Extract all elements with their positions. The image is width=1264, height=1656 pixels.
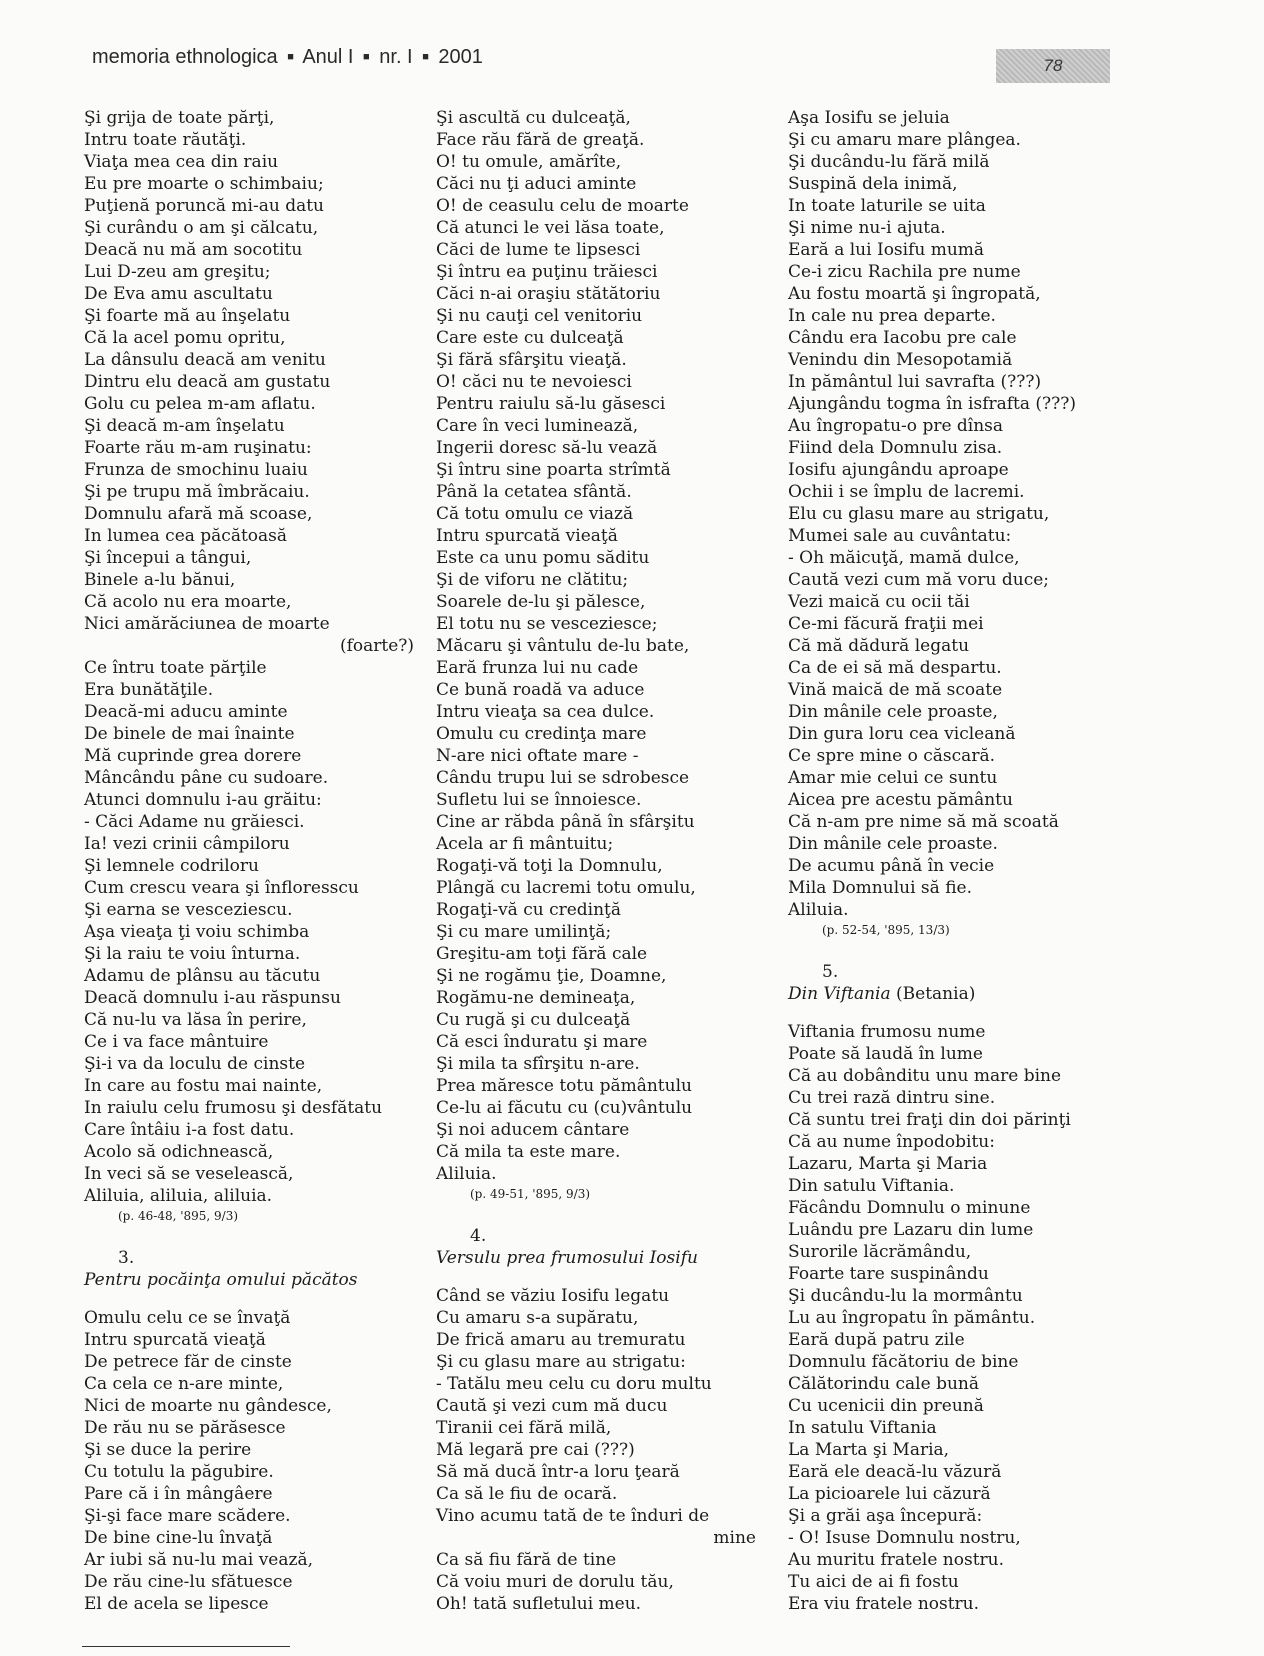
verse-line: Că voiu muri de dorulu tău, <box>436 1572 674 1592</box>
verse-line: Dintru elu deacă am gustatu <box>84 372 331 392</box>
verse-line: Şi ducându-lu la mormântu <box>788 1286 1023 1306</box>
verse-line: Atunci domnulu i-au grăitu: <box>84 790 322 810</box>
verse-line: Cu totulu la păgubire. <box>84 1462 274 1482</box>
verse-line: Şi-i va da loculu de cinste <box>84 1054 306 1074</box>
verse-line: Aşa Iosifu se jeluia <box>788 108 950 128</box>
verse-line: Care este cu dulceaţă <box>436 328 624 348</box>
verse-line: Cu rugă şi cu dulceaţă <box>436 1010 631 1030</box>
verse-line: Care în veci luminează, <box>436 416 639 436</box>
verse-line: Adamu de plânsu au tăcutu <box>84 966 321 986</box>
verse-line: Nici de moarte nu gândesce, <box>84 1396 332 1416</box>
verse-line: Din mânile cele proaste, <box>788 702 998 722</box>
verse-line: De frică amaru au tremuratu <box>436 1330 686 1350</box>
verse-line: Intru spurcată vieaţă <box>436 526 618 546</box>
verse-line: Că n-am pre nime să mă scoată <box>788 812 1059 832</box>
poem-5-lines <box>788 1021 1118 1615</box>
verse-line: Şi cu glasu mare au strigatu: <box>436 1352 686 1372</box>
section-number: 4. <box>470 1226 487 1246</box>
verse-line: Pentru raiulu să-lu găsesci <box>436 394 666 414</box>
verse-line: Frunza de smochinu luaiu <box>84 460 308 480</box>
verse-line: Eară după patru zile <box>788 1330 965 1350</box>
section-title-note: (Betania) <box>896 984 976 1004</box>
verse-line: Amar mie celui ce suntu <box>788 768 998 788</box>
citation: (p. 49-51, '895, 9/3) <box>470 1187 591 1201</box>
verse-line: Rogaţi-vă toţi la Domnulu, <box>436 856 663 876</box>
verse-line: Fiind dela Domnulu zisa. <box>788 438 1003 458</box>
verse-line: Şi foarte mă au înşelatu <box>84 306 291 326</box>
verse-line: Eu pre moarte o schimbaiu; <box>84 174 324 194</box>
verse-line: Eară a lui Iosifu mumă <box>788 240 985 260</box>
verse-line: Aliluia. <box>788 900 849 920</box>
verse-line: Să mă ducă într-a loru ţeară <box>436 1462 680 1482</box>
verse-line: Şi mila ta sfîrşitu n-are. <box>436 1054 640 1074</box>
verse-line: Şi cu amaru mare plângea. <box>788 130 1021 150</box>
journal-title: memoria ethnologica <box>92 46 278 68</box>
verse-line: - Căci Adame nu grăiesci. <box>84 812 305 832</box>
verse-line: El de acela se lipesce <box>84 1594 269 1614</box>
verse-line: Şi ne rogămu ţie, Doamne, <box>436 966 667 986</box>
verse-line: Soarele de-lu şi pălesce, <box>436 592 646 612</box>
verse-line: Până la cetatea sfântă. <box>436 482 632 502</box>
verse-line: Vină maică de mă scoate <box>788 680 1003 700</box>
verse-line: Ce întru toate părţile <box>84 658 267 678</box>
year-label: Anul I <box>302 46 354 68</box>
citation: (p. 52-54, '895, 13/3) <box>822 923 950 937</box>
editor-note: (foarte?) <box>339 636 414 656</box>
verse-line: Şi grija de toate părţi, <box>84 108 275 128</box>
verse-line: Caută şi vezi cum mă ducu <box>436 1396 668 1416</box>
verse-line: La Marta şi Maria, <box>788 1440 950 1460</box>
verse-line: Suspină dela inimă, <box>788 174 958 194</box>
verse-line: In satulu Viftania <box>788 1418 937 1438</box>
verse-line: Au muritu fratele nostru. <box>788 1550 1005 1570</box>
poem-3-continued <box>436 107 756 1185</box>
verse-line: Mumei sale au cuvântatu: <box>788 526 1012 546</box>
verse-line: Ce spre mine o căscară. <box>788 746 995 766</box>
verse-line: Făcându Domnulu o minune <box>788 1198 1031 1218</box>
column-right <box>788 107 1118 1615</box>
section-number: 3. <box>118 1248 135 1268</box>
verse-line: Ce-mi făcură fraţii mei <box>788 614 984 634</box>
column-middle <box>436 107 756 1615</box>
verse-line: Golu cu pelea m-am aflatu. <box>84 394 316 414</box>
verse-line: Deacă nu mă am socotitu <box>84 240 303 260</box>
verse-line: Caută vezi cum mă voru duce; <box>788 570 1050 590</box>
verse-line: Şi a grăi aşa începură: <box>788 1506 983 1526</box>
verse-line: Că au nume înpodobitu: <box>788 1132 995 1152</box>
verse-line: Aicea pre acestu pământu <box>788 790 1013 810</box>
verse-line: Rogămu-ne demineaţa, <box>436 988 636 1008</box>
verse-line: Şi nime nu-i ajuta. <box>788 218 946 238</box>
verse-line: Domnulu făcătoriu de bine <box>788 1352 1019 1372</box>
verse-line: Şi la raiu te voiu înturna. <box>84 944 301 964</box>
verse-line: Mă cuprinde grea dorere <box>84 746 302 766</box>
verse-line: Din mânile cele proaste. <box>788 834 998 854</box>
verse-line: Şi se duce la perire <box>84 1440 252 1460</box>
verse-line: In raiulu celu frumosu şi desfătatu <box>84 1098 383 1118</box>
verse-line: In toate laturile se uita <box>788 196 986 216</box>
verse-line: Au îngropatu-o pre dînsa <box>788 416 1004 436</box>
verse-line: Viaţa mea cea din raiu <box>84 152 279 172</box>
verse-line: Au fostu moartă şi îngropată, <box>788 284 1041 304</box>
verse-line: Şi cu mare umilinţă; <box>436 922 612 942</box>
footnote-rule <box>82 1646 290 1647</box>
verse-line: Intru toate răutăţi. <box>84 130 247 150</box>
citation: (p. 46-48, '895, 9/3) <box>118 1209 239 1223</box>
verse-line: Tiranii cei fără milă, <box>436 1418 612 1438</box>
verse-line: Şi nu cauţi cel venitoriu <box>436 306 643 326</box>
verse-line: Care întâiu i-a fost datu. <box>84 1120 295 1140</box>
verse-line: Ca cela ce n-are minte, <box>84 1374 284 1394</box>
verse-line: Căci n-ai oraşiu stătătoriu <box>436 284 661 304</box>
verse-line: Că totu omulu ce viază <box>436 504 634 524</box>
verse-line: Surorile lăcrămându, <box>788 1242 972 1262</box>
verse-line: Intru vieaţa sa cea dulce. <box>436 702 655 722</box>
verse-line: Ar iubi să nu-lu mai vează, <box>84 1550 314 1570</box>
verse-line: Că mă dădură legatu <box>788 636 970 656</box>
poem-4-lines <box>436 1285 756 1527</box>
verse-line: Cine ar răbda până în sfârşitu <box>436 812 695 832</box>
poem-2-end-b <box>84 657 414 1207</box>
verse-line: Acela ar fi mântuitu; <box>436 834 614 854</box>
verse-line: Deacă domnulu i-au răspunsu <box>84 988 341 1008</box>
verse-line: Greşitu-am toţi fără cale <box>436 944 648 964</box>
verse-line: Viftania frumosu nume <box>788 1022 986 1042</box>
verse-line: In veci să se veselească, <box>84 1164 294 1184</box>
verse-line: Binele a-lu bănui, <box>84 570 236 590</box>
verse-line: Face rău fără de greaţă. <box>436 130 645 150</box>
verse-line: Căci nu ţi aduci aminte <box>436 174 637 194</box>
verse-line: Era viu fratele nostru. <box>788 1594 980 1614</box>
verse-line: De rău cine-lu sfătuesce <box>84 1572 293 1592</box>
verse-line: Căci de lume te lipsesci <box>436 240 641 260</box>
verse-line: Aliluia. <box>436 1164 497 1184</box>
verse-line: Cu ucenicii din preună <box>788 1396 984 1416</box>
verse-line: Călătorindu cale bună <box>788 1374 980 1394</box>
verse-line: De acumu până în vecie <box>788 856 995 876</box>
verse-line: Foarte tare suspinându <box>788 1264 989 1284</box>
verse-line: Că mila ta este mare. <box>436 1142 621 1162</box>
verse-line: Luându pre Lazaru din lume <box>788 1220 1034 1240</box>
verse-line: Şi fără sfârşitu vieaţă. <box>436 350 627 370</box>
verse-line: O! căci nu te nevoiesci <box>436 372 632 392</box>
verse-line: La picioarele lui căzură <box>788 1484 991 1504</box>
verse-line: Ochii i se împlu de lacremi. <box>788 482 1025 502</box>
publication-year: 2001 <box>438 46 483 68</box>
verse-line: Ce-i zicu Rachila pre nume <box>788 262 1021 282</box>
verse-line: Puţienă poruncă mi-au datu <box>84 196 324 216</box>
verse-line: Venindu din Mesopotamiă <box>788 350 1013 370</box>
column-left <box>84 107 414 1615</box>
verse-line: De binele de mai înainte <box>84 724 295 744</box>
poem-4-continued <box>788 107 1118 921</box>
verse-line: Eară frunza lui nu cade <box>436 658 639 678</box>
verse-line: In care au fostu mai nainte, <box>84 1076 323 1096</box>
verse-line: Prea mărescе totu pământulu <box>436 1076 692 1096</box>
verse-line: Ce i va face mântuire <box>84 1032 269 1052</box>
verse-line: Şi de viforu ne clătitu; <box>436 570 629 590</box>
verse-line: Cându trupu lui se sdrobesce <box>436 768 690 788</box>
verse-line: Şi începui a tângui, <box>84 548 252 568</box>
section-title-text: Din Viftania <box>788 984 891 1004</box>
verse-line: Măcaru şi vântulu de-lu bate, <box>436 636 690 656</box>
separator: ■ <box>422 51 429 63</box>
verse-line: - Tatălu meu celu cu doru multu <box>436 1374 712 1394</box>
verse-line: Ca să le fiu de ocară. <box>436 1484 618 1504</box>
verse-line: De petrece făr de cinste <box>84 1352 292 1372</box>
verse-line: Oh! tată sufletului meu. <box>436 1594 642 1614</box>
verse-line: Că au dobânditu unu mare bine <box>788 1066 1062 1086</box>
verse-line: Eară ele deacă-lu văzură <box>788 1462 1002 1482</box>
verse-line: Ajungându togma în isfrafta (???) <box>788 394 1077 414</box>
verse-line: Când se văziu Iosifu legatu <box>436 1286 670 1306</box>
verse-line: Că acolo nu era moarte, <box>84 592 292 612</box>
verse-line: Lu au îngropatu în pământu. <box>788 1308 1036 1328</box>
verse-line: Domnulu afară mă scoase, <box>84 504 313 524</box>
verse-line: Aliluia, aliluia, aliluia. <box>84 1186 273 1206</box>
verse-line: Cu trei rază dintru sine. <box>788 1088 996 1108</box>
verse-line: El totu nu se vesceziesce; <box>436 614 658 634</box>
verse-line: Cându era Iacobu pre cale <box>788 328 1017 348</box>
verse-line: Vino acumu tată de te înduri de <box>436 1506 710 1526</box>
verse-line: Intru spurcată vieaţă <box>84 1330 266 1350</box>
verse-line: In cale nu prea departe. <box>788 306 996 326</box>
verse-line: Şi-şi face mare scădere. <box>84 1506 291 1526</box>
verse-line: Lazaru, Marta şi Maria <box>788 1154 988 1174</box>
verse-line: - O! Isuse Domnulu nostru, <box>788 1528 1021 1548</box>
poem-4-lines-b <box>436 1549 756 1615</box>
running-header <box>92 46 483 69</box>
wrapped-word: mine <box>713 1528 756 1548</box>
verse-line: Este ca unu pomu săditu <box>436 548 650 568</box>
verse-line: Şi ascultă cu dulceaţă, <box>436 108 631 128</box>
verse-line: De rău nu se părăsesce <box>84 1418 286 1438</box>
verse-line: Pare că i în mângâere <box>84 1484 273 1504</box>
verse-line: Omulu cu credinţa mare <box>436 724 647 744</box>
verse-line: Şi întru sine poarta strîmtă <box>436 460 671 480</box>
verse-line: Cu amaru s-a supăratu, <box>436 1308 639 1328</box>
verse-line: Cum crescu veara şi înfloresscu <box>84 878 359 898</box>
verse-line: Era bunătăţile. <box>84 680 214 700</box>
verse-line: Vezi maică cu ocii tăi <box>788 592 970 612</box>
verse-line: Că esci înduratu şi mare <box>436 1032 648 1052</box>
verse-line: Foarte rău m-am ruşinatu: <box>84 438 312 458</box>
verse-line: Deacă-mi aducu aminte <box>84 702 288 722</box>
verse-line: Că suntu trei fraţi din doi părinţi <box>788 1110 1071 1130</box>
verse-line: Poate să laudă în lume <box>788 1044 983 1064</box>
verse-line: N-are nici oftate mare - <box>436 746 639 766</box>
verse-line: Şi curându o am şi călcatu, <box>84 218 319 238</box>
issue-label: nr. I <box>379 46 413 68</box>
section-title: Versulu prea frumosului Iosifu <box>436 1248 698 1268</box>
verse-line: Şi ducându-lu fără milă <box>788 152 990 172</box>
verse-line: Tu aici de ai fi fostu <box>788 1572 959 1592</box>
verse-line: Şi noi aducem cântare <box>436 1120 630 1140</box>
verse-line: Că nu-lu va lăsa în perire, <box>84 1010 307 1030</box>
verse-line: Şi întru ea puţinu trăiesci <box>436 262 658 282</box>
verse-line: De Eva amu ascultatu <box>84 284 273 304</box>
verse-line: Rogaţi-vă cu credinţă <box>436 900 622 920</box>
verse-line: In pământul lui savrafta (???) <box>788 372 1042 392</box>
verse-line: Şi deacă m-am înşelatu <box>84 416 285 436</box>
verse-line: Aşa vieaţa ţi voiu schimba <box>84 922 310 942</box>
verse-line: Sufletu lui se înnoiesce. <box>436 790 642 810</box>
verse-line: Plângă cu lacremi totu omulu, <box>436 878 696 898</box>
verse-line: Mă legară pre cai (???) <box>436 1440 635 1460</box>
verse-line: O! de ceasulu celu de moarte <box>436 196 689 216</box>
section-title <box>788 983 1118 1005</box>
verse-line: Ca de ei să mă despartu. <box>788 658 1002 678</box>
verse-line: Ce-lu ai făcutu cu (cu)vântulu <box>436 1098 693 1118</box>
verse-line: Mila Domnului să fie. <box>788 878 972 898</box>
verse-line: Lui D-zeu am greşitu; <box>84 262 271 282</box>
verse-line: Ia! vezi crinii câmpiloru <box>84 834 290 854</box>
section-number: 5. <box>822 962 839 982</box>
verse-line: Şi pe trupu mă îmbrăcaiu. <box>84 482 310 502</box>
verse-line: Iosifu ajungându aproape <box>788 460 1009 480</box>
verse-line: In lumea cea păcătoasă <box>84 526 288 546</box>
separator: ■ <box>287 51 294 63</box>
verse-line: La dânsulu deacă am venitu <box>84 350 326 370</box>
verse-line: Din satulu Viftania. <box>788 1176 955 1196</box>
verse-line: Elu cu glasu mare au strigatu, <box>788 504 1050 524</box>
section-title: Pentru pocăinţa omului păcătos <box>84 1270 358 1290</box>
verse-line: Ingerii doresc să-lu vează <box>436 438 658 458</box>
verse-line: Mâncându pâne cu sudoare. <box>84 768 329 788</box>
poem-3-lines <box>84 1307 414 1615</box>
verse-line: Şi lemnele codriloru <box>84 856 259 876</box>
verse-line: O! tu omule, amărîte, <box>436 152 622 172</box>
verse-line: Nici amărăciunea de moarte <box>84 614 330 634</box>
verse-line: Ce bună roadă va aduce <box>436 680 645 700</box>
verse-line: Acolo să odichnească, <box>84 1142 274 1162</box>
poem-2-end <box>84 107 414 635</box>
verse-line: De bine cine-lu învaţă <box>84 1528 273 1548</box>
verse-line: Că la acel pomu opritu, <box>84 328 286 348</box>
verse-line: Şi earna se vesceziescu. <box>84 900 293 920</box>
page-number: 78 <box>996 49 1110 83</box>
verse-line: Omulu celu ce se învaţă <box>84 1308 291 1328</box>
verse-line: - Oh măicuţă, mamă dulce, <box>788 548 1020 568</box>
verse-line: Că atunci le vei lăsa toate, <box>436 218 665 238</box>
verse-line: Ca să fiu fără de tine <box>436 1550 617 1570</box>
separator: ■ <box>363 51 370 63</box>
verse-line: Din gura loru cea vicleană <box>788 724 1016 744</box>
